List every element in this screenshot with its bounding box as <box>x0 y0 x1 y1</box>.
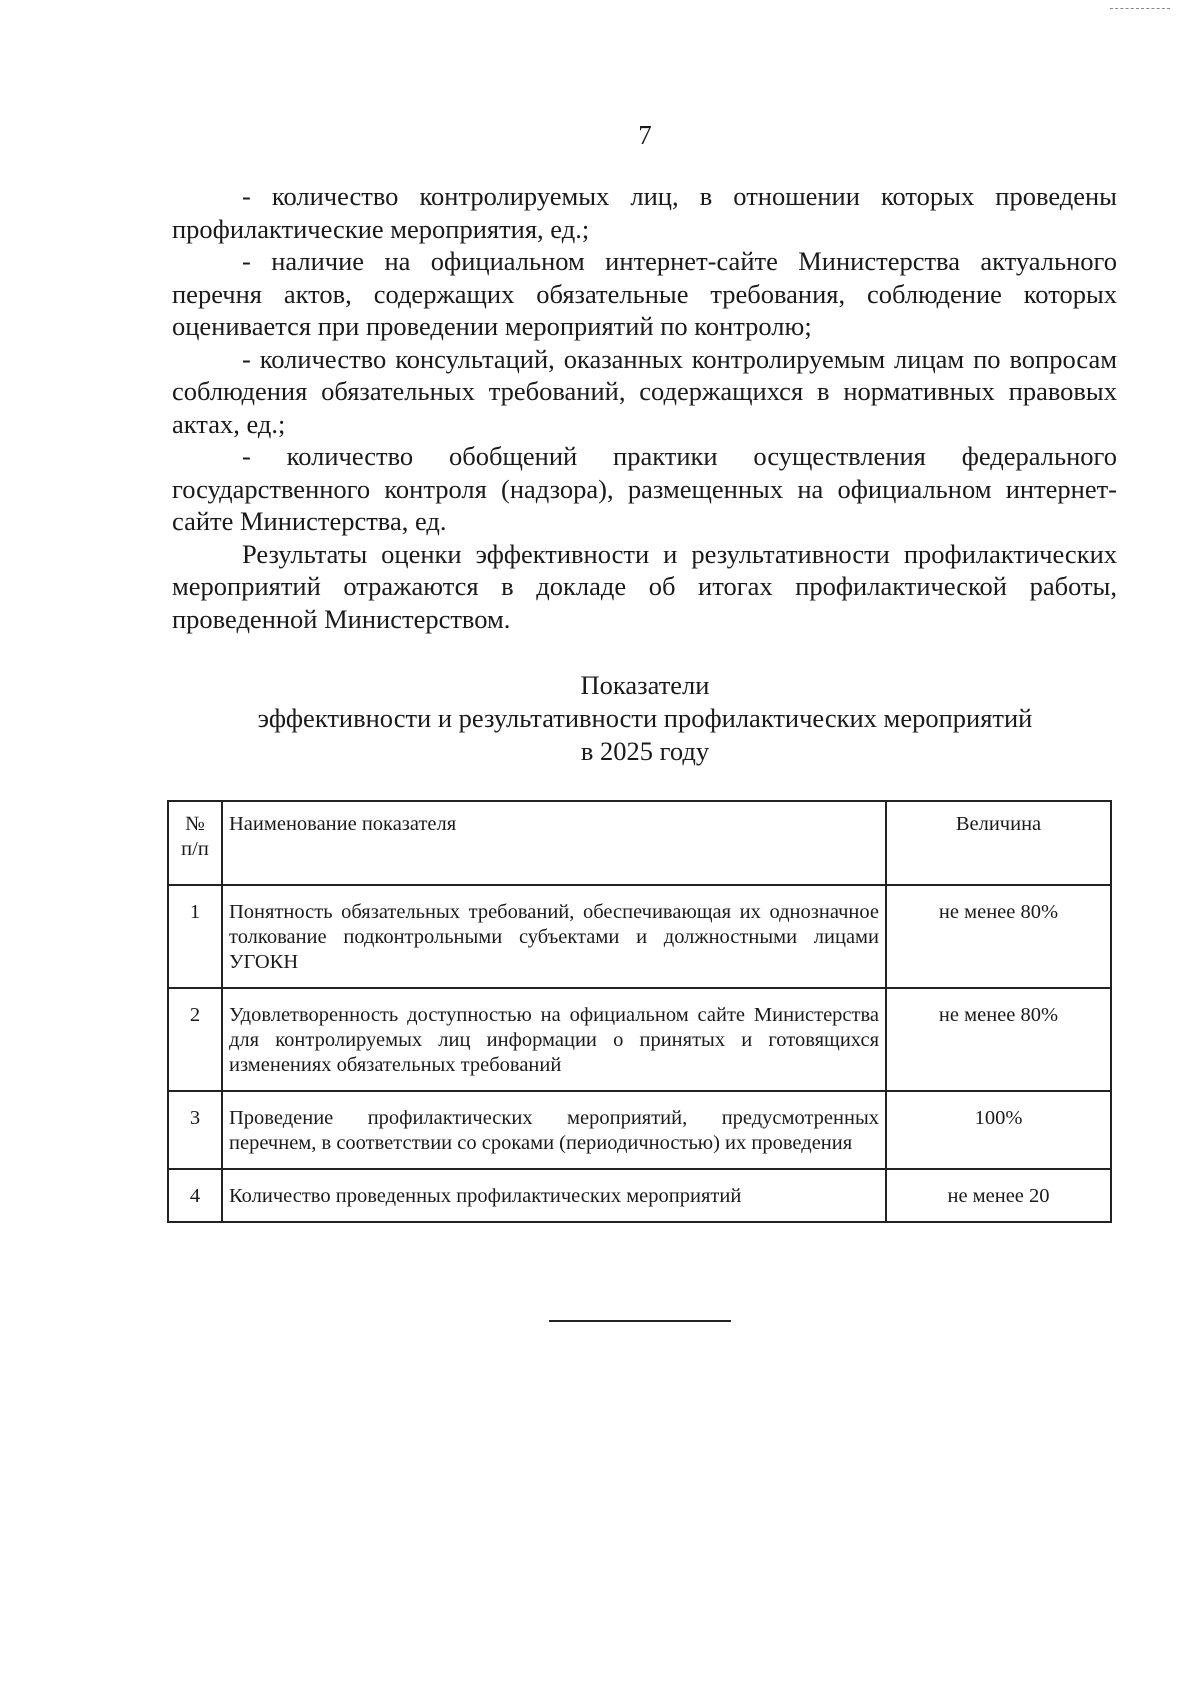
row-number: 4 <box>168 1169 222 1222</box>
row-number: 2 <box>168 988 222 1091</box>
header-number: № п/п <box>168 801 222 885</box>
indicators-table <box>167 800 1112 1223</box>
row-value: не менее 20 <box>886 1169 1111 1222</box>
row-value: не менее 80% <box>886 988 1111 1091</box>
row-name: Проведение профилактических мероприятий, предусмотренных перечнем, в соответствии со сроками (периодичностью) их проведения <box>222 1091 886 1169</box>
closing-divider <box>549 1320 731 1322</box>
paragraph-results-reporting: Результаты оценки эффективности и результативности профилактических мероприятий отражаются в докладе об итогах профилактической работы, проведенной Министерством. <box>172 538 1117 634</box>
heading-line-3: в 2025 году <box>580 736 710 766</box>
table-row <box>168 885 1111 988</box>
row-name: Понятность обязательных требований, обеспечивающая их однозначное толкование подконтрольными субъектами и должностными лицами УГОКН <box>222 885 886 988</box>
heading-line-1: Показатели <box>580 670 710 700</box>
header-name: Наименование показателя <box>222 801 886 885</box>
row-value: не менее 80% <box>886 885 1111 988</box>
table-row <box>168 988 1111 1091</box>
scan-corner-mark <box>1110 8 1170 9</box>
row-name: Удовлетворенность доступностью на официальном сайте Министерства для контролируемых лиц информации о принятых и готовящихся изменениях обязательных требований <box>222 988 886 1091</box>
row-number: 3 <box>168 1091 222 1169</box>
body-text <box>172 180 1117 635</box>
paragraph-consultations-count: - количество консультаций, оказанных контролируемым лицам по вопросам соблюдения обязательных требований, содержащихся в нормативных правовых актах, ед.; <box>172 343 1117 439</box>
header-value: Величина <box>886 801 1111 885</box>
row-value: 100% <box>886 1091 1111 1169</box>
paragraph-controlled-persons-count: - количество контролируемых лиц, в отношении которых проведены профилактические мероприятия, ед.; <box>172 181 1117 244</box>
table-header-row <box>168 801 1111 885</box>
paragraph-practice-summaries-count: - количество обобщений практики осуществления федерального государственного контроля (надзора), размещенных на официальном интернет-сайте Министерства, ед. <box>172 441 1117 536</box>
row-number: 1 <box>168 885 222 988</box>
page-number: 7 <box>638 120 652 150</box>
heading-line-2: эффективности и результативности профилактических мероприятий <box>257 703 1033 733</box>
paragraph-acts-list-availability: - наличие на официальном интернет-сайте Министерства актуального перечня актов, содержащих обязательные требования, соблюдение которых оценивается при проведении мероприятий по контролю; <box>172 246 1117 341</box>
table-row <box>168 1091 1111 1169</box>
row-name: Количество проведенных профилактических мероприятий <box>222 1169 886 1222</box>
table-row <box>168 1169 1111 1222</box>
table-heading <box>200 669 1090 768</box>
